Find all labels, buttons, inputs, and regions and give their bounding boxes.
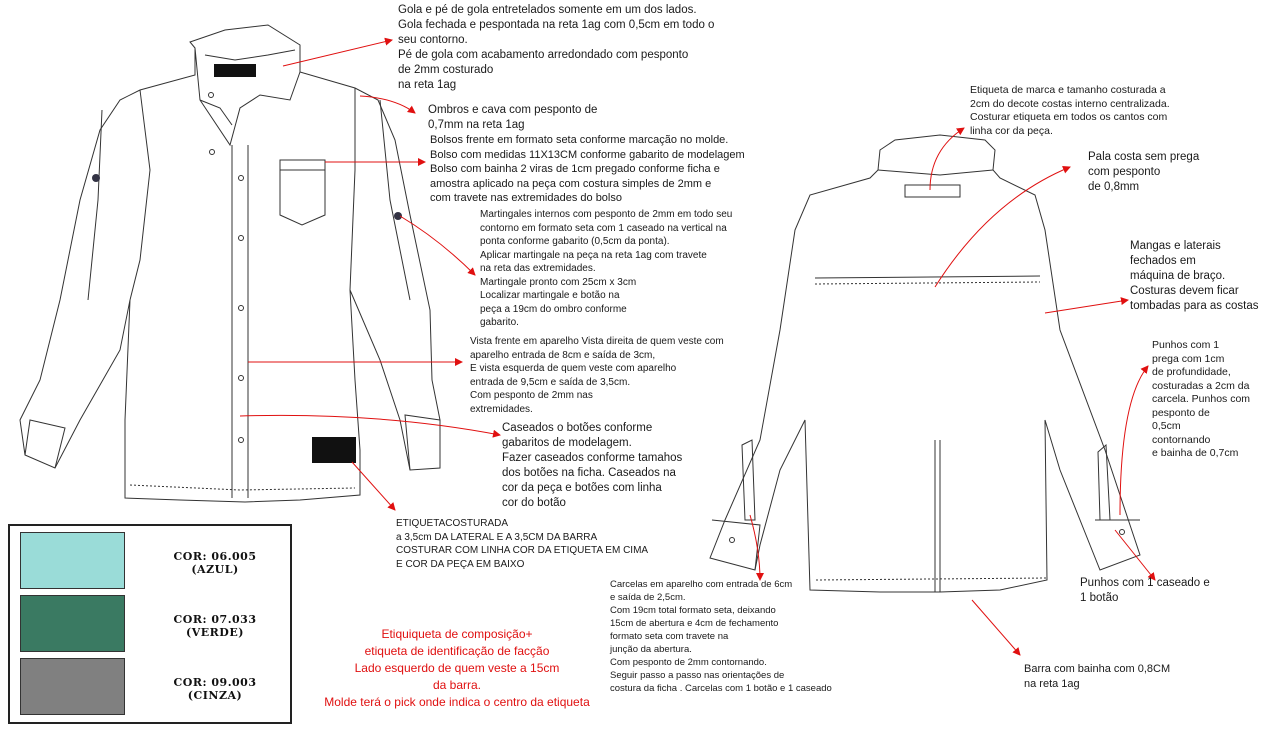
color-swatch-cinza: [20, 658, 125, 715]
color-legend: [8, 524, 292, 724]
shoulders-note: Ombros e cava com pesponto de 0,7mm na reta 1ag: [428, 104, 598, 131]
left-martingale-button: [92, 174, 100, 182]
color-label-azul: COR: 06.005 (AZUL): [173, 550, 257, 576]
martingale-note: Martingales internos com pesponto de 2mm em todo seu contorno em formato seta com 1 caseado na vertical na ponta conforme gabarito (0,5cm da ponta). Aplicar martingale na peça na reta 1ag com travete na reta das extremidades. Martingale pronto com 25cm x 3cm Localizar martingale e botão na peça a 19cm do ombro conforme gabarito.: [480, 209, 733, 328]
sleeve-placket-note: Carcelas em aparelho com entrada de 6cm e saída de 2,5cm. Com 19cm total formato seta, deixando 15cm de abertura e 4cm de fechamento formato seta com travete na junção da abertura. Com pesponto de 2mm contornando. Seguir passo a passo nas orientações de costura da ficha . Carcelas com 1 botão e 1 caseado: [610, 579, 832, 694]
cuffs-button-note: Punhos com 1 caseado e 1 botão: [1080, 577, 1210, 604]
brand-label-note: Etiqueta de marca e tamanho costurada a 2cm do decote costas interno centralizada. Costurar etiqueta em todos os cantos com linha cor da peça.: [970, 84, 1170, 137]
color-swatch-verde: [20, 595, 125, 652]
front-brand-label: [214, 64, 256, 77]
sewn-label-note: ETIQUETACOSTURADA a 3,5cm DA LATERAL E A 3,5CM DA BARRA COSTURAR COM LINHA COR DA ETIQUETA EM CIMA E COR DA PEÇA EM BAIXO: [396, 518, 649, 570]
color-swatch-azul: [20, 532, 125, 589]
back-yoke-note: Pala costa sem prega com pesponto de 0,8mm: [1088, 151, 1200, 193]
front-shirt-drawing: [20, 25, 440, 502]
composition-label-note: Etiquiqueta de composição+ etiqueta de identificação de facção Lado esquerdo de quem veste a 15cm da barra. Molde terá o pick onde indica o centro da etiqueta: [324, 627, 590, 709]
front-sewn-label: [312, 437, 356, 463]
cuffs-pleat-note: Punhos com 1 prega com 1cm de profundidade, costuradas a 2cm da carcela. Punhos com pesponto de 0,5cm contornando e bainha de 0,7cm: [1152, 339, 1251, 459]
color-label-cinza: COR: 09.003 (CINZA): [173, 676, 257, 702]
buttonholes-note: Caseados o botões conforme gabaritos de modelagem. Fazer caseados conforme tamahos dos botões na ficha. Caseados na cor da peça e botões com linha cor do botão: [502, 422, 683, 509]
collar-note: Gola e pé de gola entretelados somente em um dos lados. Gola fechada e pespontada na reta 1ag com 0,5cm em todo o seu contorno. Pé de gola com acabamento arredondado com pesponto de 2mm costurado na reta 1ag: [398, 4, 715, 91]
back-shirt-drawing: [710, 135, 1140, 592]
placket-note: Vista frente em aparelho Vista direita de quem veste com aparelho entrada de 8cm e saída de 3cm, E vista esquerda de quem veste com aparelho entrada de 9,5cm e saída de 3,5cm. Com pesponto de 2mm nas extremidades.: [470, 336, 724, 415]
color-label-verde: COR: 07.033 (VERDE): [173, 613, 257, 639]
pocket-note: Bolsos frente em formato seta conforme marcação no molde. Bolso com medidas 11X13CM conforme gabarito de modelagem Bolso com bainha 2 viras de 1cm pregado conforme ficha e amostra aplicado na peça com costura simples de 2mm e com travete nas extremidades do bolso: [430, 134, 745, 204]
sleeves-sides-note: Mangas e laterais fechados em máquina de braço. Costuras devem ficar tombadas para as costas: [1130, 240, 1259, 312]
hem-note: Barra com bainha com 0,8CM na reta 1ag: [1024, 663, 1171, 690]
